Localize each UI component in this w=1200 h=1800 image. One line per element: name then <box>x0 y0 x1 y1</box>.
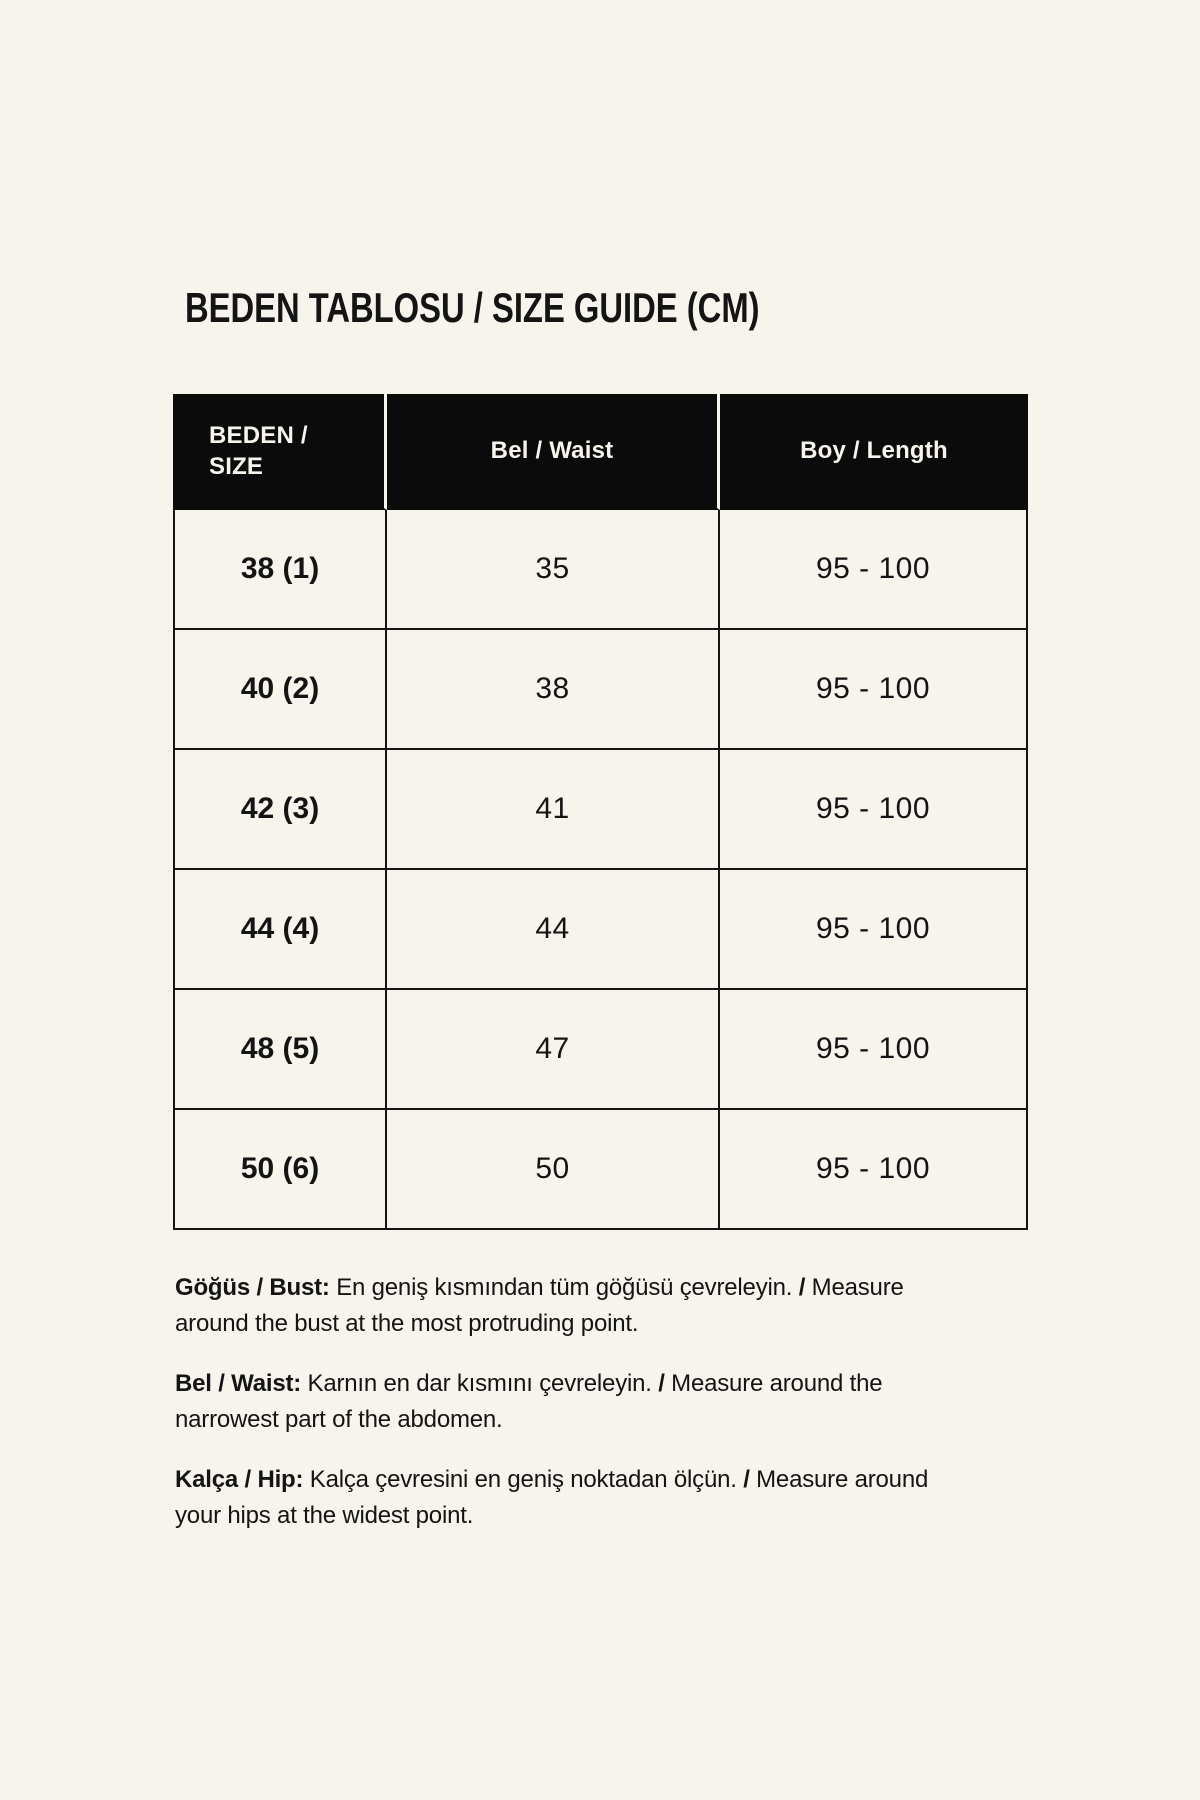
waist-cell: 44 <box>387 870 720 990</box>
note-line: Bel / Waist: Karnın en dar kısmını çevreleyin. / Measure around the <box>175 1370 883 1397</box>
page-title: BEDEN TABLOSU / SIZE GUIDE (CM) <box>185 284 760 331</box>
header-size-line2: SIZE <box>209 453 264 480</box>
waist-cell: 47 <box>387 990 720 1110</box>
header-cell-waist: Bel / Waist <box>387 394 720 510</box>
size-cell: 42 (3) <box>173 750 387 870</box>
length-cell: 95 - 100 <box>720 870 1028 990</box>
waist-cell: 41 <box>387 750 720 870</box>
length-cell: 95 - 100 <box>720 630 1028 750</box>
header-cell-length: Boy / Length <box>720 394 1028 510</box>
size-cell: 44 (4) <box>173 870 387 990</box>
waist-cell: 35 <box>387 510 720 630</box>
waist-cell: 38 <box>387 630 720 750</box>
note-line: narrowest part of the abdomen. <box>175 1406 503 1433</box>
size-table-header <box>173 394 1028 510</box>
table-row <box>173 630 1028 750</box>
table-row <box>173 990 1028 1110</box>
length-cell: 95 - 100 <box>720 510 1028 630</box>
measurement-notes <box>175 1270 975 1558</box>
note-line: Göğüs / Bust: En geniş kısmından tüm göğüsü çevreleyin. / Measure <box>175 1274 904 1301</box>
table-row <box>173 1110 1028 1230</box>
size-table <box>173 394 1028 1230</box>
note-line: around the bust at the most protruding point. <box>175 1310 639 1337</box>
header-row <box>173 394 1028 510</box>
length-cell: 95 - 100 <box>720 1110 1028 1230</box>
header-size-line1: BEDEN / <box>209 422 308 449</box>
measurement-note <box>175 1270 975 1342</box>
size-table-body <box>173 510 1028 1230</box>
table-row <box>173 750 1028 870</box>
length-cell: 95 - 100 <box>720 990 1028 1110</box>
table-row <box>173 870 1028 990</box>
length-cell: 95 - 100 <box>720 750 1028 870</box>
size-cell: 40 (2) <box>173 630 387 750</box>
note-line: your hips at the widest point. <box>175 1502 474 1529</box>
header-cell-size <box>173 394 387 510</box>
note-line: Kalça / Hip: Kalça çevresini en geniş noktadan ölçün. / Measure around <box>175 1466 929 1493</box>
size-cell: 38 (1) <box>173 510 387 630</box>
table-row <box>173 510 1028 630</box>
size-cell: 48 (5) <box>173 990 387 1110</box>
measurement-note <box>175 1462 975 1534</box>
waist-cell: 50 <box>387 1110 720 1230</box>
measurement-note <box>175 1366 975 1438</box>
size-cell: 50 (6) <box>173 1110 387 1230</box>
